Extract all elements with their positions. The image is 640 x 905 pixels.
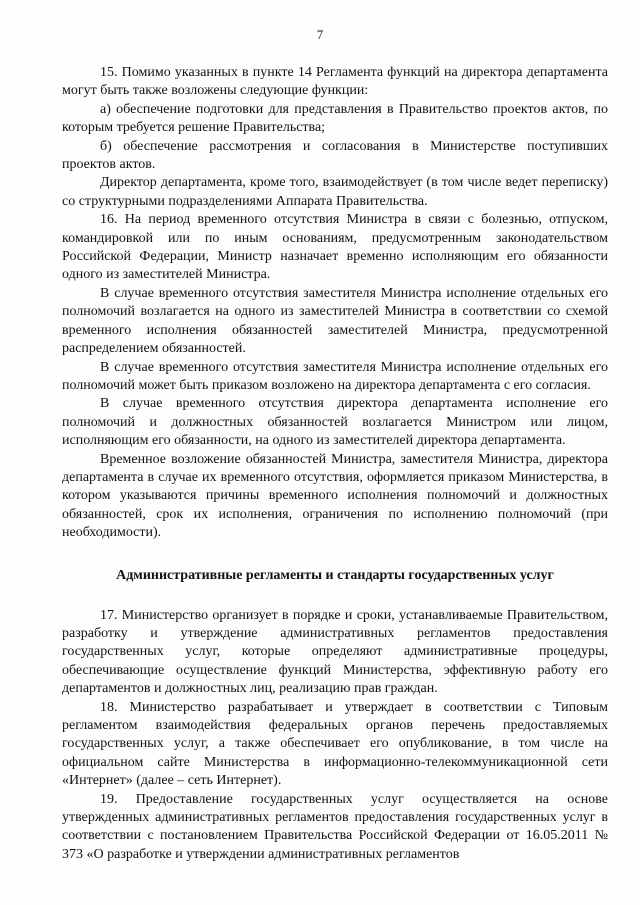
page-number: 7: [316, 28, 324, 42]
section-heading: Административные регламенты и стандарты государственных услуг: [116, 567, 554, 583]
paragraph-subitem-b: б) обеспечение рассмотрения и согласования в Министерстве поступивших проектов актов.: [62, 138, 608, 173]
paragraph-director-interaction: Директор департамента, кроме того, взаимодействует (в том числе ведет переписку) со структурными подразделениями Аппарата Правительства.: [62, 175, 608, 209]
paragraph-item-15: 15. Помимо указанных в пункте 14 Регламента функций на директора департамента могут быть также возложены следующие функции:: [62, 65, 608, 99]
paragraph-subitem-a: а) обеспечение подготовки для представления в Правительство проектов актов, по которым требуется решение Правительства;: [62, 101, 608, 136]
document-body: [62, 64, 608, 864]
paragraph-deputy-absence: В случае временного отсутствия заместителя Министра исполнение отдельных его полномочий возлагается на одного из заместителей Министра в соответствии со схемой временного исполнения обязанностей заместителей Министра, предусмотренной распределением обязанностей.: [62, 285, 608, 357]
paragraph-item-16: 16. На период временного отсутствия Министра в связи с болезнью, отпуском, командировкой или по иным основаниям, предусмотренным законодательством Российской Федерации, Министр назначает временно исполняющим его обязанности одного из заместителей Министра.: [62, 212, 608, 283]
paragraph-item-19: 19. Предоставление государственных услуг осуществляется на основе утвержденных административных регламентов предоставления государственных услуг в соответствии с постановлением Правительства Российской Федерации от 16.05.2011 № 373 «О разработке и утверждении административных регламентов: [62, 791, 608, 862]
paragraph-item-17: 17. Министерство организует в порядке и сроки, устанавливаемые Правительством, разработку и утверждение административных регламентов предоставления государственных услуг, которые определяют административные процедуры, обеспечивающие осуществление функций Министерства, эффективную работу его департаментов и должностных лиц, реализацию прав граждан.: [62, 607, 608, 697]
paragraph-temporary-assignment: Временное возложение обязанностей Министра, заместителя Министра, директора департамента в случае их временного отсутствия, оформляется приказом Министерства, в котором указываются причины временного исполнения полномочий и должностных обязанностей, срок их исполнения, ограничения по исполнению полномочий (при необходимости).: [62, 451, 608, 541]
paragraph-item-18: 18. Министерство разрабатывает и утверждает в соответствии с Типовым регламентом взаимодействия федеральных органов перечень предоставляемых государственных услуг, а также обеспечивает его опубликование, в том числе на официальном сайте Министерства в информационно-телекоммуникационной сети «Интернет» (далее – сеть Интернет).: [62, 699, 608, 789]
paragraph-deputy-absence-director: В случае временного отсутствия заместителя Министра исполнение отдельных его полномочий может быть приказом возложено на директора департамента с его согласия.: [62, 359, 608, 393]
paragraph-director-absence: В случае временного отсутствия директора департамента исполнение его полномочий и должностных обязанностей возлагается Министром или лицом, исполняющим его обязанности, на одного из заместителей директора департамента.: [62, 396, 608, 449]
